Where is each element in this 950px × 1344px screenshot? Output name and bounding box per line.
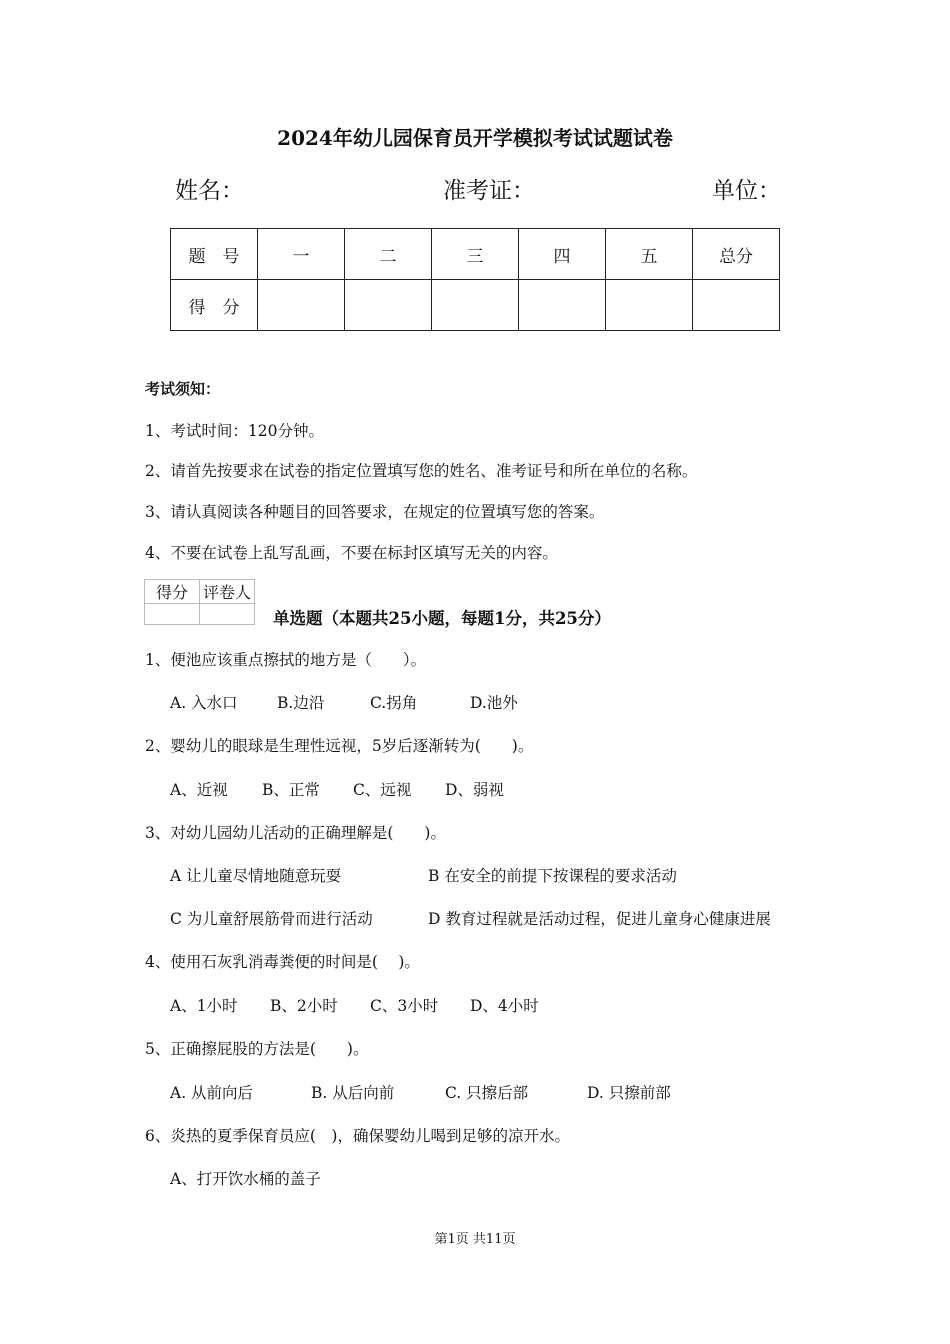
question-option: C 为儿童舒展筋骨而进行活动: [170, 910, 373, 928]
question-option: B.边沿: [277, 694, 325, 712]
grader-box: [144, 579, 255, 625]
question-option: B. 从后向前: [311, 1084, 395, 1102]
score-table-score-row: [171, 280, 780, 331]
score-table-header-cell: 题 号: [171, 229, 258, 280]
score-cell[interactable]: [693, 280, 780, 331]
question-option: C、3小时: [370, 997, 439, 1015]
question-option: C、远视: [353, 781, 412, 799]
score-table-header-cell: 一: [258, 229, 345, 280]
score-cell[interactable]: [432, 280, 519, 331]
question-text: 3、对幼儿园幼儿活动的正确理解是( )。: [145, 824, 446, 842]
question-option: B、正常: [262, 781, 320, 799]
name-field-label: 姓名：: [175, 178, 244, 204]
question-option: D 教育过程就是活动过程，促进儿童身心健康进展: [428, 910, 771, 928]
question-option: C.拐角: [370, 694, 418, 712]
notice-title: 考试须知：: [145, 380, 221, 398]
question-option: D、4小时: [470, 997, 539, 1015]
grader-name-cell[interactable]: [200, 604, 255, 625]
question-option: B 在安全的前提下按课程的要求活动: [428, 867, 677, 885]
score-table-header-cell: 总分: [693, 229, 780, 280]
question-option: A、1小时: [170, 997, 238, 1015]
grader-score-label: 得分: [145, 580, 200, 604]
score-cell[interactable]: [606, 280, 693, 331]
score-table-row-label: 得 分: [171, 280, 258, 331]
score-table-header-cell: 三: [432, 229, 519, 280]
grader-name-label: 评卷人: [200, 580, 255, 604]
question-option: A. 入水口: [170, 694, 238, 712]
score-table-header-cell: 五: [606, 229, 693, 280]
question-option: A、打开饮水桶的盖子: [170, 1170, 321, 1188]
score-cell[interactable]: [345, 280, 432, 331]
question-text: 5、正确擦屁股的方法是( )。: [145, 1040, 369, 1058]
page-footer: 第1页 共11页: [434, 1232, 516, 1247]
question-option: A 让儿童尽情地随意玩耍: [170, 867, 342, 885]
unit-field-label: 单位：: [712, 178, 781, 204]
notice-item: 1、考试时间：120分钟。: [145, 422, 324, 440]
question-text: 1、便池应该重点擦拭的地方是（ ）。: [145, 651, 427, 669]
notice-item: 2、请首先按要求在试卷的指定位置填写您的姓名、准考证号和所在单位的名称。: [145, 462, 698, 480]
score-cell[interactable]: [519, 280, 606, 331]
notice-item: 3、请认真阅读各种题目的回答要求，在规定的位置填写您的答案。: [145, 503, 605, 521]
question-text: 2、婴幼儿的眼球是生理性远视，5岁后逐渐转为( )。: [145, 737, 534, 755]
score-table-header-row: [171, 229, 780, 280]
question-option: A、近视: [170, 781, 228, 799]
page-title: 2024年幼儿园保育员开学模拟考试试题试卷: [277, 126, 673, 150]
score-table: [170, 228, 780, 331]
grader-score-cell[interactable]: [145, 604, 200, 625]
question-option: D.池外: [470, 694, 518, 712]
section-title: 单选题（本题共25小题，每题1分，共25分）: [273, 609, 611, 628]
score-table-header-cell: 四: [519, 229, 606, 280]
question-option: A. 从前向后: [170, 1084, 254, 1102]
score-cell[interactable]: [258, 280, 345, 331]
question-text: 6、炎热的夏季保育员应( )，确保婴幼儿喝到足够的凉开水。: [145, 1127, 570, 1145]
notice-item: 4、不要在试卷上乱写乱画，不要在标封区填写无关的内容。: [145, 544, 558, 562]
question-option: D、弱视: [445, 781, 504, 799]
question-option: B、2小时: [270, 997, 338, 1015]
exam-id-field-label: 准考证：: [443, 178, 535, 204]
question-option: C. 只擦后部: [445, 1084, 529, 1102]
score-table-header-cell: 二: [345, 229, 432, 280]
question-option: D. 只擦前部: [587, 1084, 671, 1102]
question-text: 4、使用石灰乳消毒粪便的时间是( )。: [145, 953, 420, 971]
